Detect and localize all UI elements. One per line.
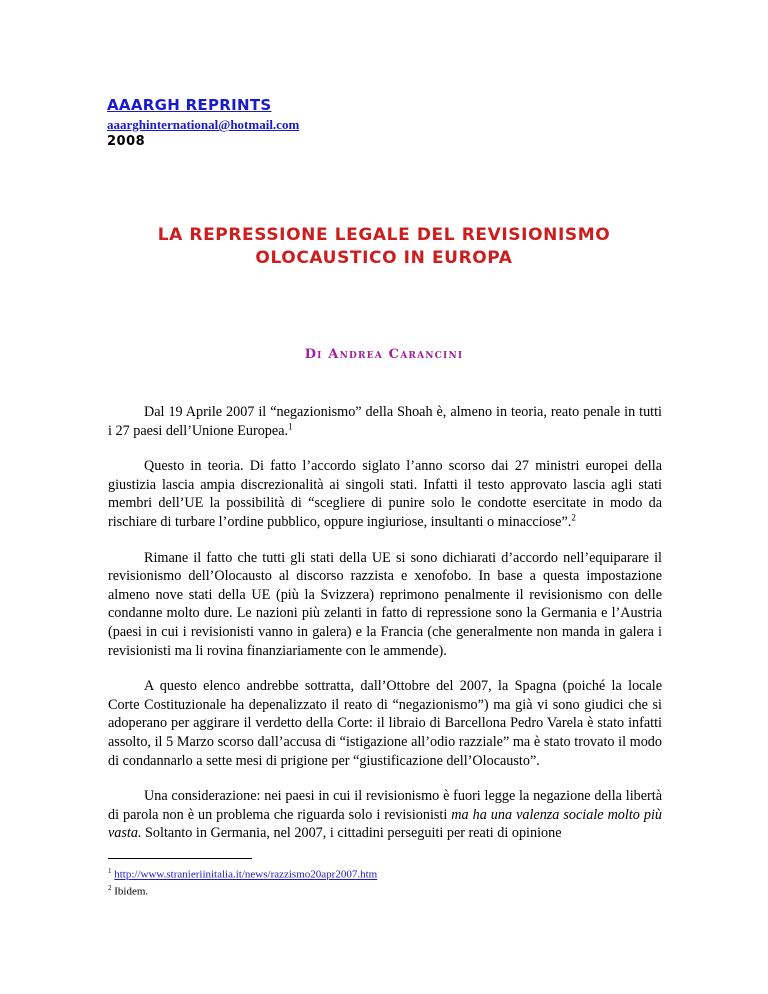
article-body: [108, 403, 662, 860]
paragraph-1: Dal 19 Aprile 2007 il “negazionismo” della Shoah è, almeno in teoria, reato penale in tutti i 27 paesi dell’Unione Europea.$^1$: [108, 404, 662, 439]
footnote-ref-2[interactable]: 2: [571, 512, 576, 523]
italic-phrase: ma ha una valenza sociale molto più vasta.: [108, 806, 662, 842]
header: [107, 96, 299, 149]
author-byline: Di Andrea Carancini: [304, 347, 464, 362]
footnote-1: $^1$ http://www.stranieriinitalia.it/news/razzismo20apr2007.htm: [108, 867, 378, 881]
reprints-link[interactable]: AAARGH REPRINTS: [107, 96, 272, 114]
footnote-ref-1[interactable]: 1: [288, 420, 293, 431]
title-line-1: LA REPRESSIONE LEGALE DEL REVISIONISMO: [157, 225, 611, 245]
footnote-1-link[interactable]: http://www.stranieriinitalia.it/news/razzismo20apr2007.htm: [114, 868, 378, 881]
paragraph-2: Questo in teoria. Di fatto l’accordo siglato l’anno scorso dai 27 ministri europei della giustizia lascia ampia discrezionalità ai singoli stati. Infatti il testo approvato lascia agli stati membri dell’UE la possibilità di “scegliere di punire solo le condotte esercitate in modo da rischiare di turbare l’ordine pubblico, oppure ingiuriose, insultanti o minacciose”.$^2$: [108, 458, 662, 530]
footnote-divider: [108, 858, 252, 859]
paragraph-3: Rimane il fatto che tutti gli stati della UE si sono dichiarati d’accordo nell’equiparare il revisionismo dell’Olocausto al discorso razzista e xenofobo. In base a questa impostazione almeno nove stati della UE (più la Svizzera) reprimono penalmente il revisionismo con delle condanne molto dure. Le nazioni più zelanti in fatto di repressione sono la Germania e l’Austria (paesi in cui i revisionisti vanno in galera) e la Francia (che generalmente non manda in galera i revisionisti ma li rovina finanziariamente con le ammende).: [108, 549, 662, 659]
paragraph-4: A questo elenco andrebbe sottratta, dall’Ottobre del 2007, la Spagna (poiché la locale Corte Costituzionale ha depenalizzato il reato di “negazionismo”) ma già vi sono giudici che si adoperano per aggirare il verdetto della Corte: il libraio di Barcellona Pedro Varela è stato infatti assolto, il 5 Marzo scorso dall’accusa di “istigazione all’odio razziale” ma è stato trovato il modo di condannarlo a sette mesi di prigione per “giustificazione dell’Olocausto”.: [108, 678, 662, 769]
document-title: [90, 224, 678, 270]
paragraph-5: Una considerazione: nei paesi in cui il revisionismo è fuori legge la negazione della libertà di parola non è un problema che riguarda solo i revisionisti ma ha una valenza sociale molto più vasta. Soltanto in Germania, nel 2007, i cittadini perseguiti per reati di opinione: [108, 788, 662, 842]
year-label: 2008: [107, 134, 146, 149]
footnotes: [108, 858, 662, 898]
footnote-2: $^2$ Ibidem.: [108, 883, 149, 898]
title-line-2: OLOCAUSTICO IN EUROPA: [255, 248, 513, 268]
email-link[interactable]: aaarghinternational@hotmail.com: [107, 117, 300, 132]
